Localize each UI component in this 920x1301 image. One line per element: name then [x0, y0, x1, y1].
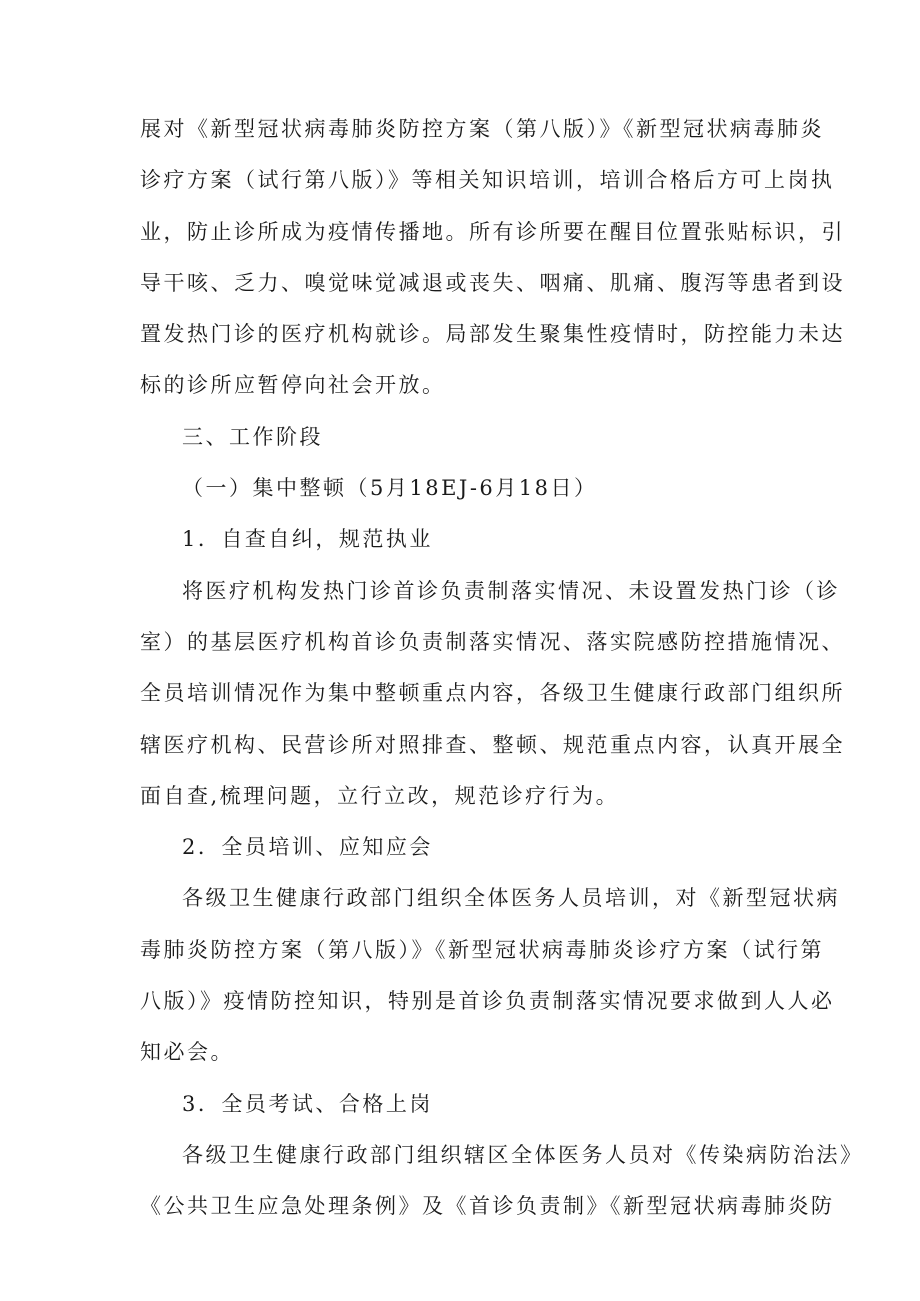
- text-line: 知必会。: [140, 1040, 234, 1065]
- text-line: 置发热门诊的医疗机构就诊。局部发生聚集性疫情时，防控能力未达: [140, 322, 845, 347]
- text-line: 室）的基层医疗机构首诊负责制落实情况、落实院感防控措施情况、: [140, 629, 845, 654]
- paragraph-first-line: 将医疗机构发热门诊首诊负责制落实情况、未设置发热门诊（诊: [182, 578, 840, 603]
- text-line: 辖医疗机构、民营诊所对照排查、整顿、规范重点内容，认真开展全: [140, 732, 845, 757]
- subsection-heading: （一）集中整顿（5月18EJ-6月18日）: [182, 476, 598, 501]
- item-heading: 2．全员培训、应知应会: [182, 835, 433, 860]
- text-line: 标的诊所应暂停向社会开放。: [140, 373, 446, 398]
- text-line: 八版）》疫情防控知识，特别是首诊负责制落实情况要求做到人人必: [140, 989, 835, 1014]
- paragraph-first-line: 各级卫生健康行政部门组织辖区全体医务人员对《传染病防治法》: [182, 1142, 864, 1167]
- document-body: [140, 104, 864, 1233]
- text-line: 诊疗方案（试行第八版）》等相关知识培训，培训合格后方可上岗执: [140, 168, 835, 193]
- paragraph-first-line: 各级卫生健康行政部门组织全体医务人员培训，对《新型冠状病: [182, 886, 840, 911]
- text-line: 面自查,梳理问题，立行立改，规范诊疗行为。: [140, 783, 620, 808]
- text-line: 毒肺炎防控方案（第八版）》《新型冠状病毒肺炎诊疗方案（试行第: [140, 937, 824, 962]
- item-heading: 1．自查自纠，规范执业: [182, 527, 433, 552]
- text-line: 全员培训情况作为集中整顿重点内容，各级卫生健康行政部门组织所: [140, 681, 845, 706]
- text-line: 导干咳、乏力、嗅觉味觉减退或丧失、咽痛、肌痛、腹泻等患者到设: [140, 270, 845, 295]
- item-heading: 3．全员考试、合格上岗: [182, 1091, 433, 1116]
- text-line: 业，防止诊所成为疫情传播地。所有诊所要在醒目位置张贴标识，引: [140, 219, 845, 244]
- text-line: 展对《新型冠状病毒肺炎防控方案（第八版）》《新型冠状病毒肺炎: [140, 117, 824, 141]
- section-heading: 三、工作阶段: [182, 424, 323, 449]
- text-line: 《公共卫生应急处理条例》及《首诊负责制》《新型冠状病毒肺炎防: [140, 1194, 835, 1219]
